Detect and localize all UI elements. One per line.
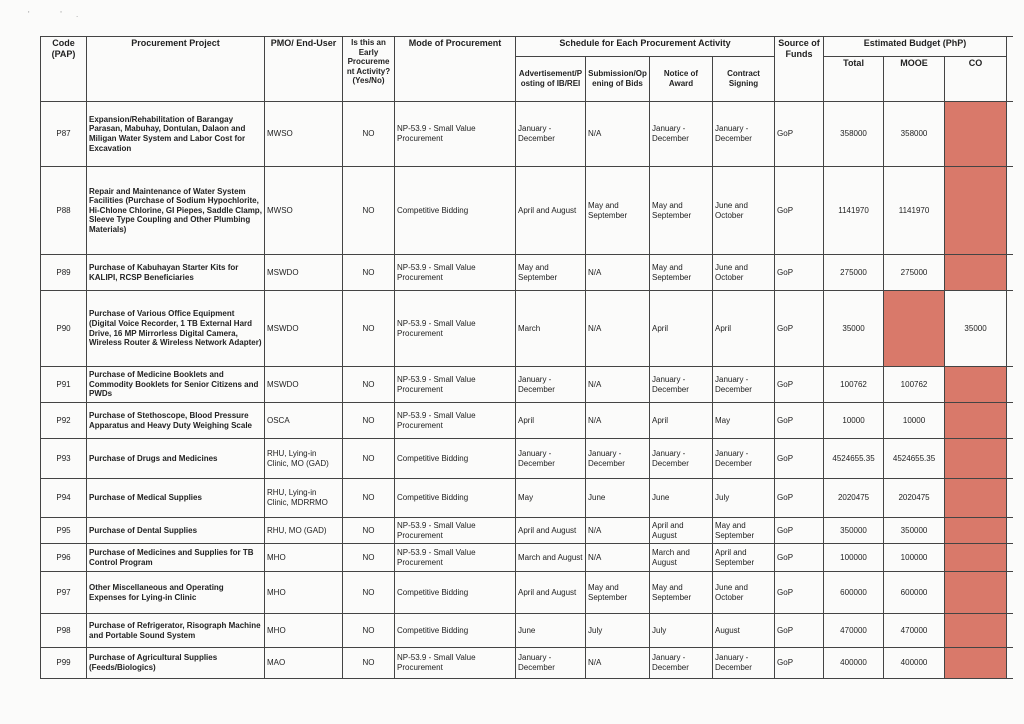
cell-total: 2020475 [824,479,884,518]
cell-edge [1007,648,1013,679]
cell-source: GoP [775,403,824,439]
header-total: Total [824,57,884,102]
cell-mooe: 470000 [884,614,945,648]
cell-pmo: OSCA [265,403,343,439]
table-row [41,167,1013,255]
cell-notice-of-award: May and September [650,255,713,291]
table-row [41,291,1013,367]
cell-submission: N/A [586,648,650,679]
table-row [41,403,1013,439]
header-code: Code (PAP) [41,37,87,102]
cell-project: Other Miscellaneous and Operating Expenses for Lying-in Clinic [87,572,265,614]
cell-total: 358000 [824,102,884,167]
header-co: CO [945,57,1007,102]
header-project: Procurement Project [87,37,265,102]
cell-pmo: MAO [265,648,343,679]
cell-contract-signing: August [713,614,775,648]
cell-advertisement: April [516,403,586,439]
cell-total: 470000 [824,614,884,648]
cell-total: 350000 [824,518,884,544]
cell-contract-signing: January - December [713,367,775,403]
cell-advertisement: June [516,614,586,648]
cell-co [945,544,1007,572]
cell-submission: N/A [586,518,650,544]
cell-submission: N/A [586,544,650,572]
cell-code: P94 [41,479,87,518]
header-early: Is this an Early Procureme nt Activity? (Yes/No) [343,37,395,102]
cell-code: P91 [41,367,87,403]
procurement-plan-table [40,36,1013,679]
table-row [41,572,1013,614]
cell-edge [1007,367,1013,403]
cell-mode: NP-53.9 - Small Value Procurement [395,648,516,679]
cell-mooe: 350000 [884,518,945,544]
cell-pmo: MHO [265,572,343,614]
scan-marks: ' ' . [28,10,85,19]
cell-source: GoP [775,102,824,167]
header-notice: Notice of Award [650,57,713,102]
cell-advertisement: May [516,479,586,518]
cell-co [945,367,1007,403]
cell-notice-of-award: July [650,614,713,648]
cell-source: GoP [775,572,824,614]
cell-mooe: 4524655.35 [884,439,945,479]
cell-co [945,648,1007,679]
cell-early: NO [343,255,395,291]
cell-mooe: 358000 [884,102,945,167]
cell-edge [1007,479,1013,518]
cell-edge [1007,255,1013,291]
cell-notice-of-award: January - December [650,648,713,679]
cell-co: 35000 [945,291,1007,367]
cell-submission: January - December [586,439,650,479]
cell-mooe: 400000 [884,648,945,679]
cell-total: 600000 [824,572,884,614]
cell-mode: NP-53.9 - Small Value Procurement [395,102,516,167]
header-edge [1007,37,1013,102]
cell-total: 100000 [824,544,884,572]
cell-total: 1141970 [824,167,884,255]
cell-edge [1007,614,1013,648]
cell-total: 4524655.35 [824,439,884,479]
cell-mode: NP-53.9 - Small Value Procurement [395,367,516,403]
cell-notice-of-award: April and August [650,518,713,544]
cell-co [945,518,1007,544]
table-row [41,367,1013,403]
cell-pmo: MSWDO [265,291,343,367]
cell-source: GoP [775,167,824,255]
cell-advertisement: May and September [516,255,586,291]
cell-mooe: 600000 [884,572,945,614]
table-row [41,614,1013,648]
cell-code: P93 [41,439,87,479]
header-mooe: MOOE [884,57,945,102]
cell-code: P90 [41,291,87,367]
cell-submission: July [586,614,650,648]
cell-advertisement: April and August [516,572,586,614]
table-row [41,544,1013,572]
cell-edge [1007,167,1013,255]
cell-edge [1007,291,1013,367]
cell-project: Expansion/Rehabilitation of Barangay Parasan, Mabuhay, Dontulan, Dalaon and Miligan Water System and Labor Cost for Excavation [87,102,265,167]
cell-code: P87 [41,102,87,167]
cell-early: NO [343,439,395,479]
cell-notice-of-award: May and September [650,572,713,614]
header-pmo: PMO/ End-User [265,37,343,102]
cell-pmo: MSWDO [265,255,343,291]
cell-contract-signing: July [713,479,775,518]
cell-early: NO [343,167,395,255]
cell-project: Purchase of Medicines and Supplies for TB Control Program [87,544,265,572]
cell-mooe [884,291,945,367]
table-row [41,648,1013,679]
cell-submission: N/A [586,403,650,439]
cell-code: P96 [41,544,87,572]
cell-early: NO [343,291,395,367]
cell-co [945,255,1007,291]
cell-project: Purchase of Agricultural Supplies (Feeds/Biologics) [87,648,265,679]
cell-mode: Competitive Bidding [395,572,516,614]
cell-mode: Competitive Bidding [395,614,516,648]
cell-total: 400000 [824,648,884,679]
cell-source: GoP [775,367,824,403]
cell-early: NO [343,648,395,679]
cell-mooe: 275000 [884,255,945,291]
cell-source: GoP [775,544,824,572]
cell-notice-of-award: January - December [650,439,713,479]
cell-advertisement: January - December [516,102,586,167]
cell-source: GoP [775,255,824,291]
cell-mode: Competitive Bidding [395,479,516,518]
cell-co [945,102,1007,167]
cell-project: Purchase of Various Office Equipment (Digital Voice Recorder, 1 TB External Hard Drive, 16 MP Mirrorless Digital Camera, Wireless Router & Wireless Network Adapter) [87,291,265,367]
cell-mooe: 10000 [884,403,945,439]
cell-submission: May and September [586,167,650,255]
cell-code: P97 [41,572,87,614]
cell-submission: June [586,479,650,518]
cell-total: 35000 [824,291,884,367]
cell-code: P99 [41,648,87,679]
table-body [41,102,1013,679]
cell-pmo: RHU, Lying-in Clinic, MO (GAD) [265,439,343,479]
cell-co [945,572,1007,614]
cell-advertisement: April and August [516,167,586,255]
cell-submission: N/A [586,102,650,167]
cell-source: GoP [775,518,824,544]
cell-notice-of-award: March and August [650,544,713,572]
header-mode: Mode of Procurement [395,37,516,102]
cell-early: NO [343,614,395,648]
cell-contract-signing: January - December [713,648,775,679]
cell-co [945,479,1007,518]
cell-pmo: MWSO [265,167,343,255]
header-contract: Contract Signing [713,57,775,102]
cell-mode: NP-53.9 - Small Value Procurement [395,403,516,439]
cell-project: Purchase of Medical Supplies [87,479,265,518]
cell-code: P88 [41,167,87,255]
header-budget: Estimated Budget (PhP) [824,37,1007,57]
cell-project: Purchase of Stethoscope, Blood Pressure Apparatus and Heavy Duty Weighing Scale [87,403,265,439]
cell-submission: May and September [586,572,650,614]
cell-mode: Competitive Bidding [395,439,516,479]
cell-advertisement: January - December [516,648,586,679]
cell-contract-signing: June and October [713,167,775,255]
cell-co [945,439,1007,479]
cell-early: NO [343,479,395,518]
cell-co [945,614,1007,648]
cell-co [945,167,1007,255]
cell-edge [1007,102,1013,167]
cell-mode: NP-53.9 - Small Value Procurement [395,291,516,367]
cell-contract-signing: June and October [713,572,775,614]
cell-pmo: MHO [265,614,343,648]
table-row [41,439,1013,479]
cell-submission: N/A [586,367,650,403]
cell-edge [1007,572,1013,614]
cell-notice-of-award: January - December [650,102,713,167]
cell-contract-signing: January - December [713,439,775,479]
cell-pmo: MSWDO [265,367,343,403]
cell-pmo: RHU, MO (GAD) [265,518,343,544]
cell-source: GoP [775,479,824,518]
cell-notice-of-award: June [650,479,713,518]
cell-early: NO [343,572,395,614]
cell-early: NO [343,403,395,439]
cell-mooe: 1141970 [884,167,945,255]
cell-project: Purchase of Dental Supplies [87,518,265,544]
cell-contract-signing: May [713,403,775,439]
cell-notice-of-award: April [650,403,713,439]
cell-project: Purchase of Medicine Booklets and Commodity Booklets for Senior Citizens and PWDs [87,367,265,403]
header-submission: Submission/Op ening of Bids [586,57,650,102]
cell-advertisement: January - December [516,367,586,403]
cell-project: Purchase of Kabuhayan Starter Kits for KALIPI, RCSP Beneficiaries [87,255,265,291]
header-source: Source of Funds [775,37,824,102]
cell-advertisement: March [516,291,586,367]
cell-project: Purchase of Refrigerator, Risograph Machine and Portable Sound System [87,614,265,648]
cell-source: GoP [775,614,824,648]
cell-edge [1007,403,1013,439]
cell-project: Purchase of Drugs and Medicines [87,439,265,479]
table-row [41,518,1013,544]
header-schedule: Schedule for Each Procurement Activity [516,37,775,57]
cell-code: P89 [41,255,87,291]
cell-advertisement: January - December [516,439,586,479]
cell-pmo: MHO [265,544,343,572]
cell-edge [1007,544,1013,572]
cell-submission: N/A [586,255,650,291]
cell-co [945,403,1007,439]
cell-code: P98 [41,614,87,648]
cell-contract-signing: January - December [713,102,775,167]
cell-early: NO [343,544,395,572]
cell-contract-signing: April and September [713,544,775,572]
header-advertisement: Advertisement/P osting of IB/REI [516,57,586,102]
table-row [41,102,1013,167]
cell-edge [1007,439,1013,479]
cell-mooe: 100000 [884,544,945,572]
cell-edge [1007,518,1013,544]
cell-code: P95 [41,518,87,544]
cell-early: NO [343,102,395,167]
cell-code: P92 [41,403,87,439]
cell-submission: N/A [586,291,650,367]
cell-mooe: 100762 [884,367,945,403]
cell-advertisement: March and August [516,544,586,572]
cell-mode: NP-53.9 - Small Value Procurement [395,518,516,544]
cell-source: GoP [775,291,824,367]
cell-notice-of-award: January - December [650,367,713,403]
cell-early: NO [343,367,395,403]
cell-mode: NP-53.9 - Small Value Procurement [395,255,516,291]
cell-mode: NP-53.9 - Small Value Procurement [395,544,516,572]
table-row [41,479,1013,518]
cell-pmo: MWSO [265,102,343,167]
cell-mode: Competitive Bidding [395,167,516,255]
cell-contract-signing: April [713,291,775,367]
table-row [41,255,1013,291]
cell-total: 100762 [824,367,884,403]
cell-contract-signing: May and September [713,518,775,544]
cell-source: GoP [775,439,824,479]
cell-contract-signing: June and October [713,255,775,291]
cell-source: GoP [775,648,824,679]
cell-project: Repair and Maintenance of Water System Facilities (Purchase of Sodium Hypochlorite, Hi-Chlone Chlorine, GI Piepes, Saddle Clamp, Sleeve Type Coupling and Other Plumbing Materials) [87,167,265,255]
cell-notice-of-award: April [650,291,713,367]
cell-total: 275000 [824,255,884,291]
cell-early: NO [343,518,395,544]
cell-mooe: 2020475 [884,479,945,518]
cell-advertisement: April and August [516,518,586,544]
cell-pmo: RHU, Lying-in Clinic, MDRRMO [265,479,343,518]
cell-notice-of-award: May and September [650,167,713,255]
cell-total: 10000 [824,403,884,439]
